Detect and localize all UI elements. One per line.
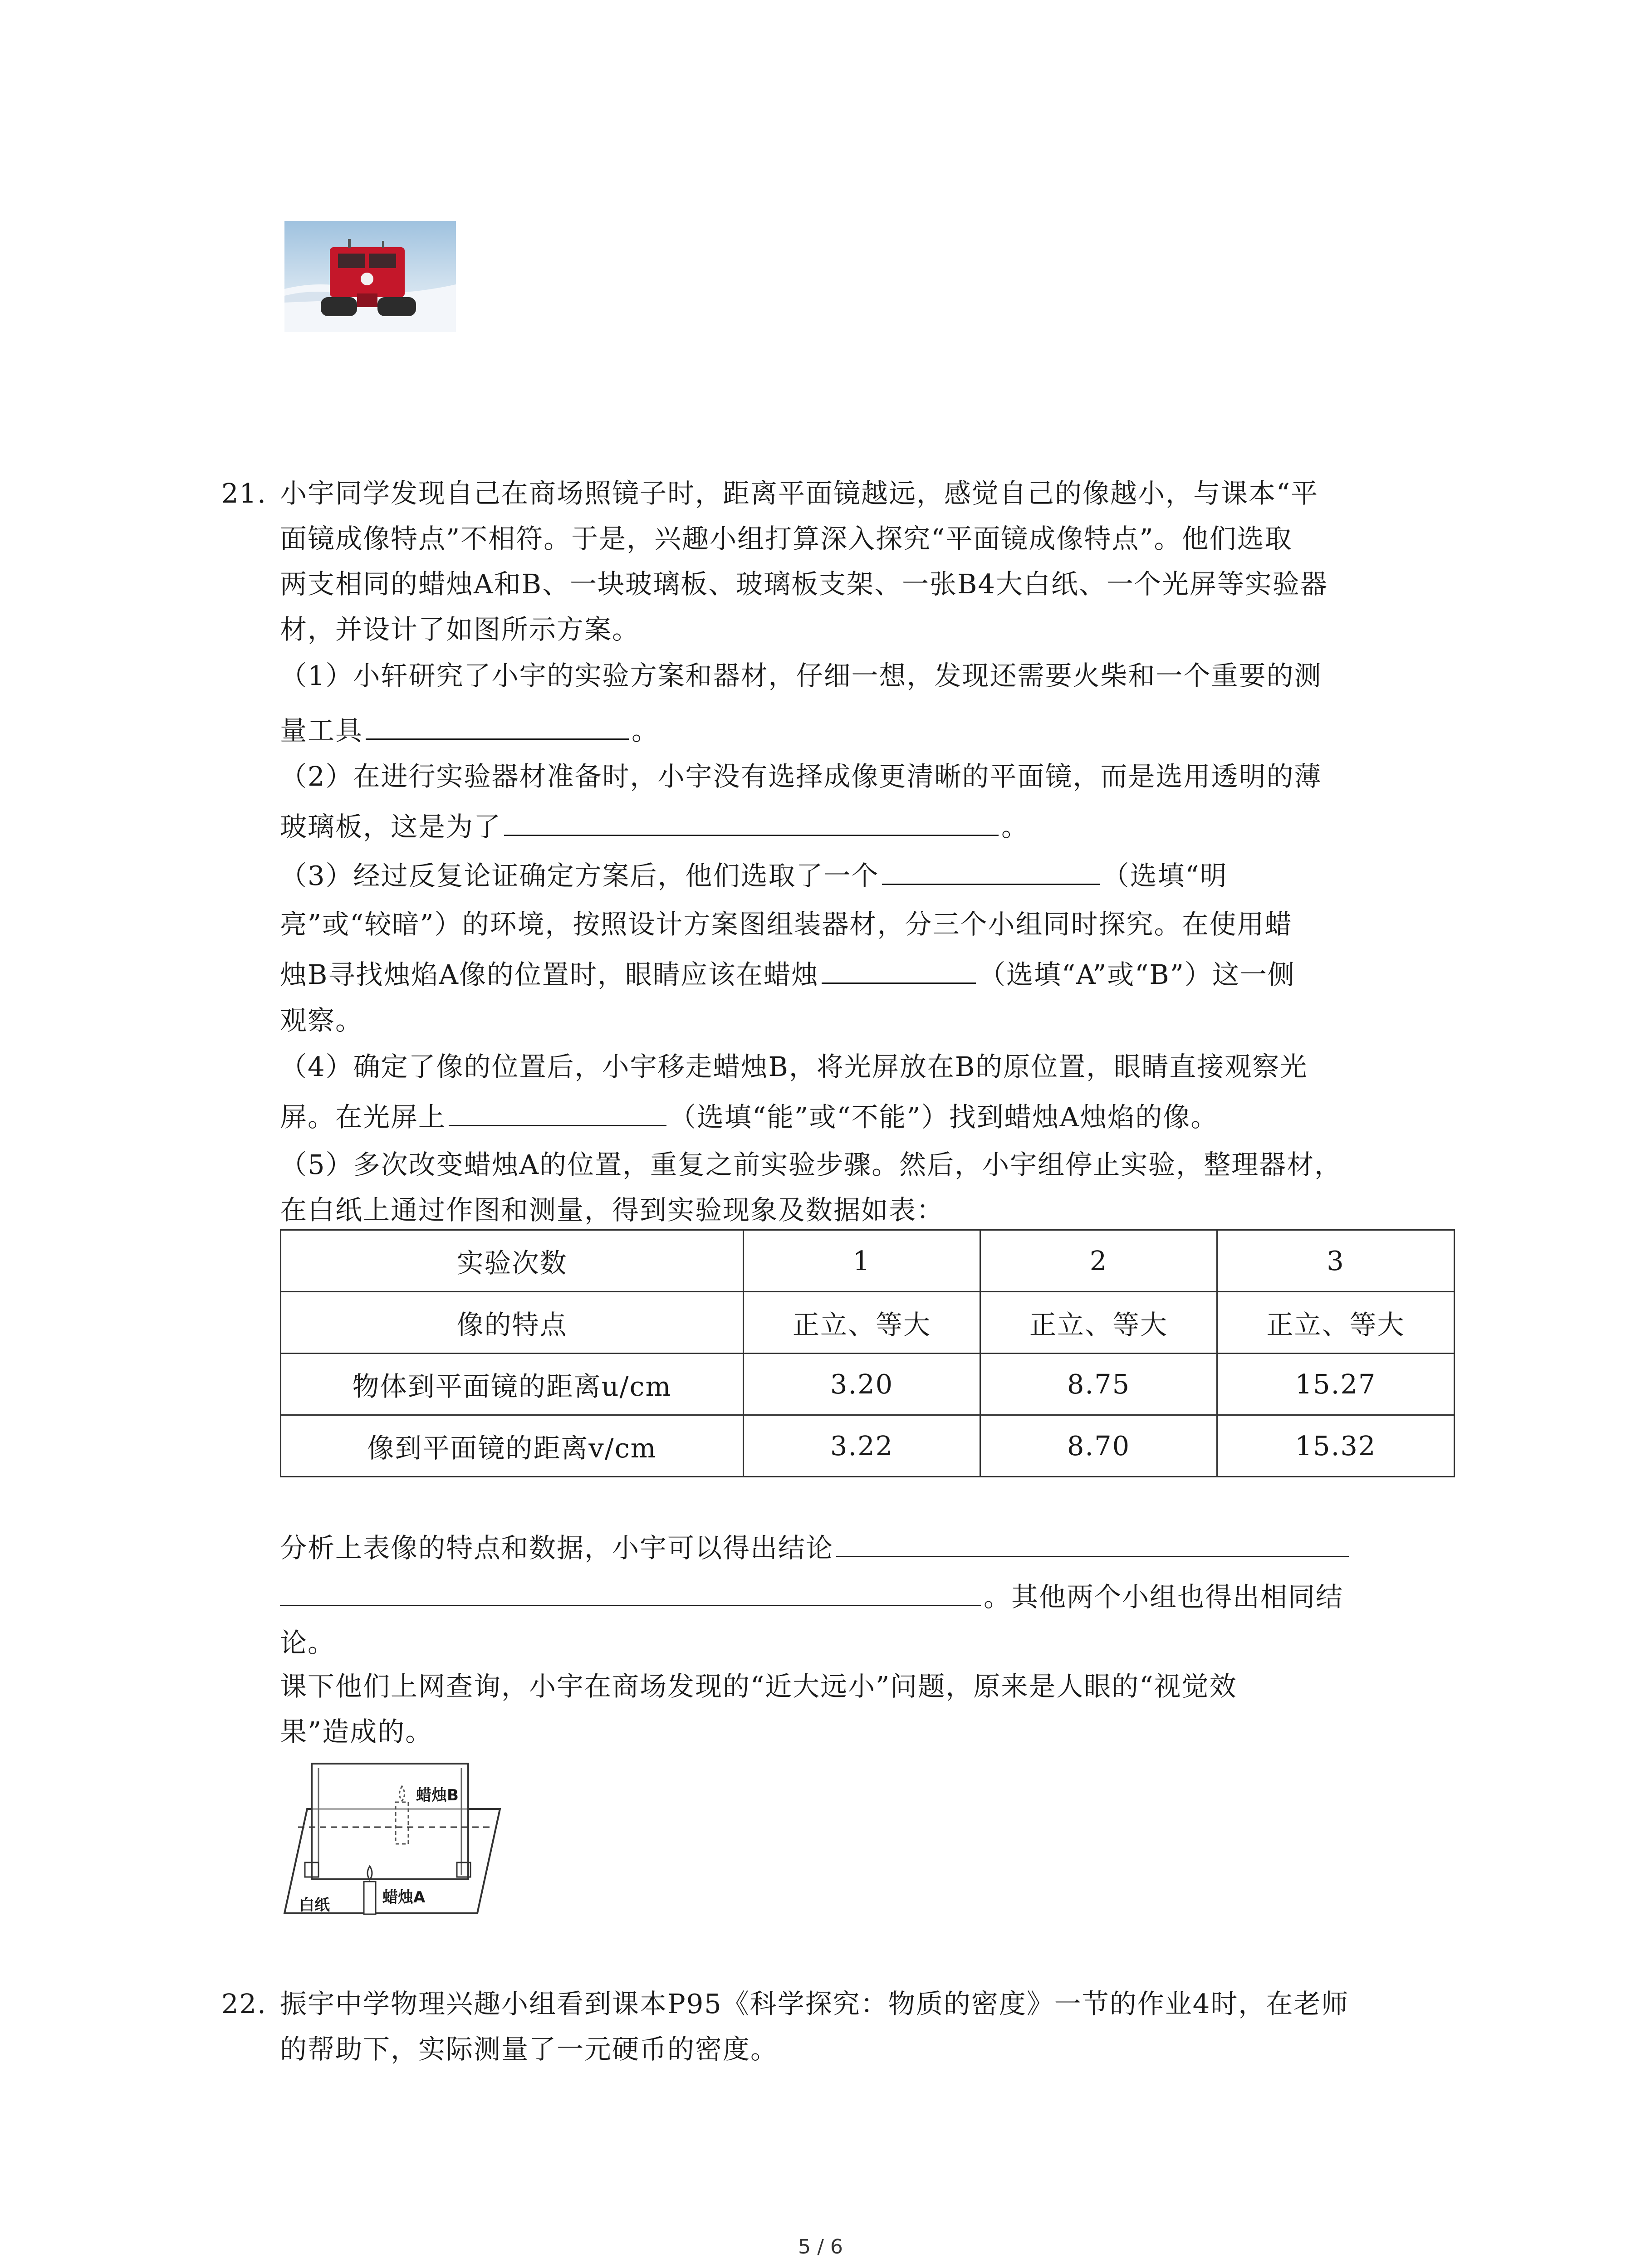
q21-part2-text: 玻璃板，这是为了: [280, 811, 502, 842]
q21-part1-period: 。: [632, 715, 660, 746]
q21-part2-blank[interactable]: [504, 808, 999, 836]
vehicle-photo: [284, 221, 456, 332]
question-22-line: 的帮助下，实际测量了一元硬币的密度。: [280, 2033, 779, 2065]
table-cell: 正立、等大: [744, 1292, 980, 1354]
q21-part5-line: （5）多次改变蜡烛A的位置，重复之前实验步骤。然后，小宇组停止实验，整理器材，: [280, 1149, 1342, 1180]
q21-part3-blank-env[interactable]: [882, 857, 1100, 885]
table-cell: 8.70: [980, 1415, 1217, 1477]
table-cell: 正立、等大: [1217, 1292, 1455, 1354]
table-row: [281, 1415, 1455, 1477]
question-22-line: 振宇中学物理兴趣小组看到课本P95《科学探究：物质的密度》一节的作业4时，在老师: [280, 1988, 1349, 2019]
q21-part2-answer-line: [280, 808, 1029, 845]
white-paper-label: 白纸: [299, 1896, 330, 1914]
question-21-intro-line: 面镜成像特点”不相符。于是，兴趣小组打算深入探究“平面镜成像特点”。他们选取: [280, 523, 1293, 554]
q21-part1-answer-line: [280, 712, 659, 749]
data-table: [280, 1229, 1455, 1477]
q21-part3-blank-side[interactable]: [822, 956, 976, 984]
q21-analysis-line: 论。: [280, 1627, 336, 1658]
table-header-cell: 2: [980, 1230, 1217, 1292]
table-cell: 物体到平面镜的距离u/cm: [281, 1354, 744, 1415]
candle-a: [364, 1882, 376, 1914]
table-header-row: [281, 1230, 1455, 1292]
q21-after-line: 课下他们上网查询，小宇在商场发现的“近大远小”问题，原来是人眼的“视觉效: [280, 1671, 1237, 1702]
q21-part3-line: 亮”或“较暗”）的环境，按照设计方案图组装器材，分三个小组同时探究。在使用蜡: [280, 909, 1293, 940]
table-header-cell: 3: [1217, 1230, 1455, 1292]
q21-part4-text: 屏。在光屏上: [280, 1101, 446, 1133]
table-row: [281, 1354, 1455, 1415]
q21-part3-line: [280, 857, 1228, 894]
q21-part4-line: （4）确定了像的位置后，小宇移走蜡烛B，将光屏放在B的原位置，眼睛直接观察光: [280, 1051, 1308, 1082]
question-21-intro-line: 两支相同的蜡烛A和B、一块玻璃板、玻璃板支架、一张B4大白纸、一个光屏等实验器: [280, 568, 1328, 600]
table-row: [281, 1292, 1455, 1354]
q21-analysis-line: [280, 1579, 1343, 1615]
q21-part4-line: [280, 1099, 1218, 1135]
table-cell: 像到平面镜的距离v/cm: [281, 1415, 744, 1477]
question-22-number: 22.: [221, 1988, 267, 2019]
q21-part2-line: （2）在进行实验器材准备时，小宇没有选择成像更清晰的平面镜，而是选用透明的薄: [280, 761, 1322, 792]
q21-part3-text: （3）经过反复论证确定方案后，他们选取了一个: [280, 860, 879, 891]
q21-part3-line: 观察。: [280, 1005, 363, 1036]
q21-conclusion-blank-2[interactable]: [280, 1579, 981, 1606]
q21-part3-option-text: （选填“A”或“B”）这一侧: [978, 959, 1295, 990]
q21-part2-period: 。: [1001, 811, 1029, 842]
page-number: 5 / 6: [798, 2235, 843, 2258]
experiment-diagram: [280, 1759, 507, 1916]
q21-part1-text: 量工具: [280, 715, 363, 746]
table-cell: 像的特点: [281, 1292, 744, 1354]
q21-part4-blank[interactable]: [449, 1099, 666, 1126]
q21-analysis-line: [280, 1530, 1352, 1566]
q21-conclusion-blank-1[interactable]: [836, 1530, 1349, 1557]
candle-a-label: 蜡烛A: [382, 1888, 426, 1906]
table-cell: 正立、等大: [980, 1292, 1217, 1354]
table-cell: 15.27: [1217, 1354, 1455, 1415]
q21-part1-line: （1）小轩研究了小宇的实验方案和器材，仔细一想，发现还需要火柴和一个重要的测: [280, 660, 1322, 691]
question-21-number: 21.: [221, 478, 267, 509]
q21-analysis-text: 。其他两个小组也得出相同结: [984, 1581, 1344, 1613]
q21-part3-option-text: （选填“明: [1102, 860, 1228, 891]
table-cell: 3.22: [744, 1415, 980, 1477]
table-cell: 3.20: [744, 1354, 980, 1415]
question-21-intro-line: 材，并设计了如图所示方案。: [280, 614, 640, 645]
candle-a-flame: [367, 1866, 372, 1880]
q21-part3-text: 烛B寻找烛焰A像的位置时，眼睛应该在蜡烛: [280, 959, 819, 990]
candle-b-label: 蜡烛B: [416, 1783, 459, 1805]
table-header-cell: 1: [744, 1230, 980, 1292]
question-21-intro-line: 小宇同学发现自己在商场照镜子时，距离平面镜越远，感觉自己的像越小，与课本“平: [280, 478, 1319, 509]
q21-analysis-text: 分析上表像的特点和数据，小宇可以得出结论: [280, 1532, 834, 1564]
q21-part4-option-text: （选填“能”或“不能”）找到蜡烛A烛焰的像。: [669, 1101, 1219, 1133]
q21-part1-blank[interactable]: [366, 712, 629, 740]
table-cell: 15.32: [1217, 1415, 1455, 1477]
table-cell: 8.75: [980, 1354, 1217, 1415]
q21-part3-line: [280, 956, 1295, 993]
table-header-cell: 实验次数: [281, 1230, 744, 1292]
q21-part5-line: 在白纸上通过作图和测量，得到实验现象及数据如表：: [280, 1194, 945, 1226]
q21-after-line: 果”造成的。: [280, 1716, 433, 1747]
glass-plate: [312, 1764, 468, 1879]
